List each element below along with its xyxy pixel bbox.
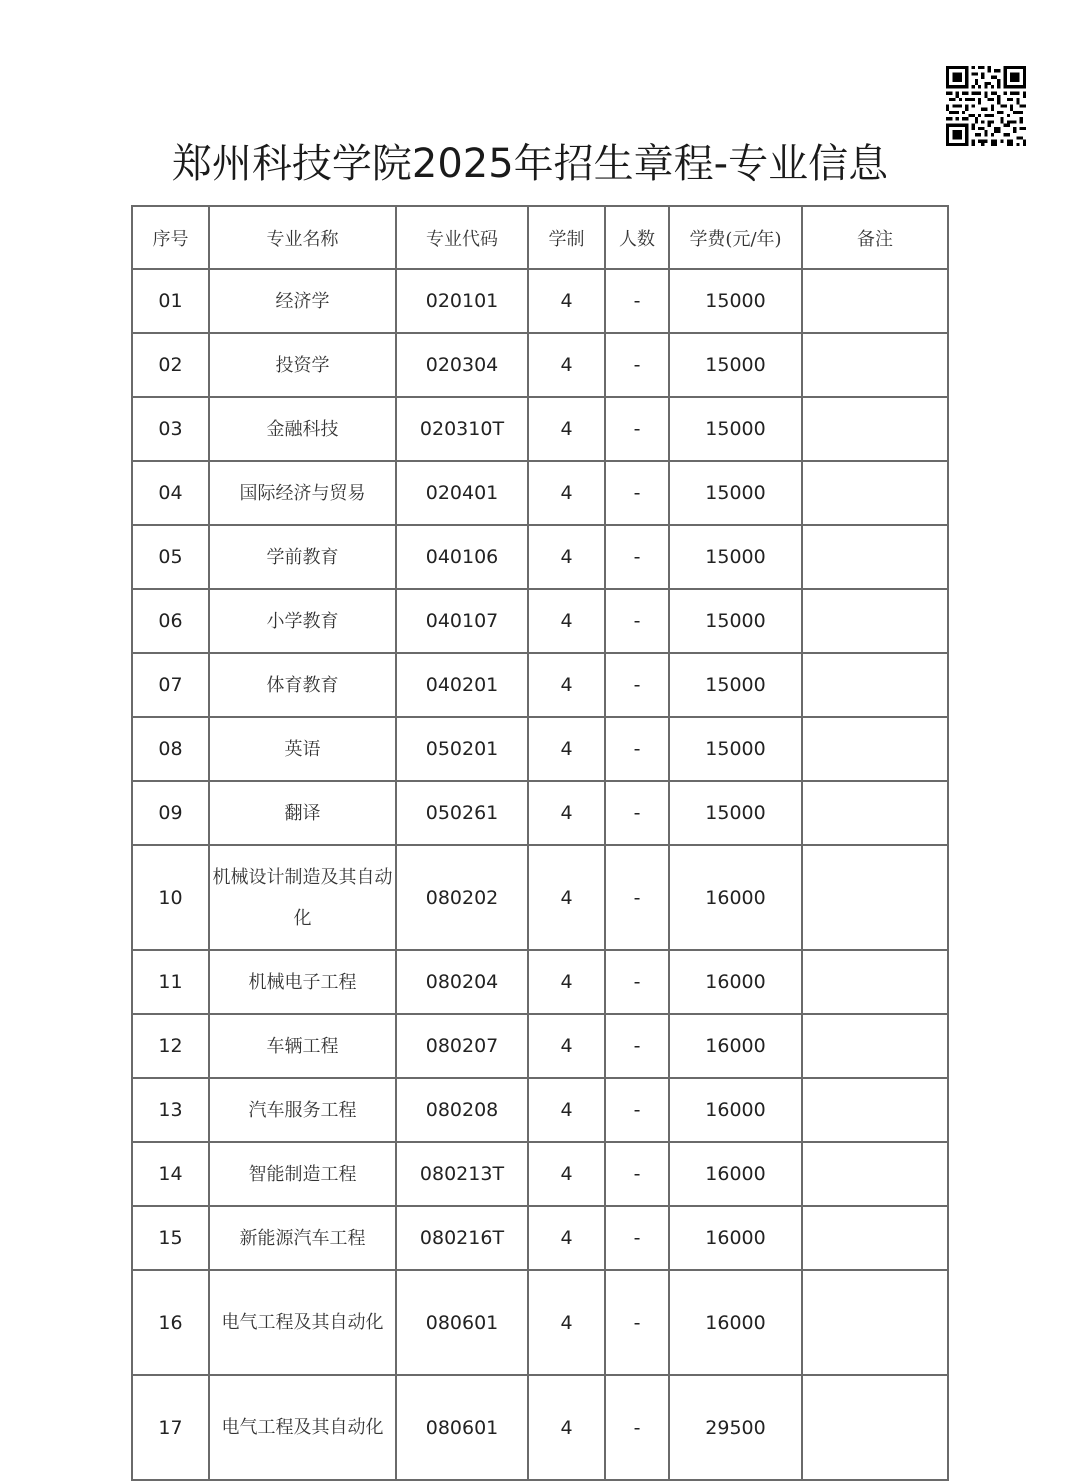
row-count: - (605, 333, 669, 397)
row-fee: 15000 (669, 781, 802, 845)
row-major-name: 学前教育 (209, 525, 396, 589)
row-major-name: 车辆工程 (209, 1014, 396, 1078)
row-major-code: 080601 (396, 1375, 528, 1480)
header-row (132, 206, 948, 269)
row-no: 17 (132, 1375, 209, 1480)
table-row (132, 950, 948, 1014)
table-row (132, 1078, 948, 1142)
table-row (132, 1206, 948, 1270)
row-no: 01 (132, 269, 209, 333)
row-major-name: 投资学 (209, 333, 396, 397)
row-major-code: 040106 (396, 525, 528, 589)
row-years: 4 (528, 1270, 605, 1375)
row-count: - (605, 1142, 669, 1206)
row-major-code: 080202 (396, 845, 528, 950)
row-major-name: 经济学 (209, 269, 396, 333)
row-fee: 16000 (669, 845, 802, 950)
row-years: 4 (528, 950, 605, 1014)
row-years: 4 (528, 1206, 605, 1270)
row-no: 13 (132, 1078, 209, 1142)
row-no: 09 (132, 781, 209, 845)
row-fee: 15000 (669, 653, 802, 717)
row-count: - (605, 950, 669, 1014)
row-count: - (605, 461, 669, 525)
row-no: 08 (132, 717, 209, 781)
row-major-name: 体育教育 (209, 653, 396, 717)
row-fee: 15000 (669, 269, 802, 333)
row-fee: 15000 (669, 461, 802, 525)
row-major-name: 电气工程及其自动化 (209, 1270, 396, 1375)
row-note (802, 1206, 948, 1270)
row-no: 11 (132, 950, 209, 1014)
row-major-name: 英语 (209, 717, 396, 781)
row-fee: 29500 (669, 1375, 802, 1480)
row-major-name: 国际经济与贸易 (209, 461, 396, 525)
row-count: - (605, 1078, 669, 1142)
row-note (802, 1142, 948, 1206)
row-years: 4 (528, 1014, 605, 1078)
row-note (802, 1375, 948, 1480)
row-note (802, 397, 948, 461)
row-no: 02 (132, 333, 209, 397)
header-name: 专业名称 (209, 206, 396, 269)
header-code: 专业代码 (396, 206, 528, 269)
header-count: 人数 (605, 206, 669, 269)
row-count: - (605, 653, 669, 717)
row-years: 4 (528, 589, 605, 653)
row-note (802, 589, 948, 653)
row-count: - (605, 1375, 669, 1480)
table-row (132, 397, 948, 461)
row-note (802, 525, 948, 589)
row-major-code: 080216T (396, 1206, 528, 1270)
table-row (132, 333, 948, 397)
row-major-name: 汽车服务工程 (209, 1078, 396, 1142)
row-count: - (605, 1014, 669, 1078)
row-fee: 16000 (669, 1206, 802, 1270)
row-note (802, 1078, 948, 1142)
row-major-name: 机械电子工程 (209, 950, 396, 1014)
row-count: - (605, 269, 669, 333)
row-years: 4 (528, 845, 605, 950)
row-no: 04 (132, 461, 209, 525)
row-count: - (605, 1270, 669, 1375)
row-major-code: 020101 (396, 269, 528, 333)
header-years: 学制 (528, 206, 605, 269)
row-major-code: 040201 (396, 653, 528, 717)
row-no: 10 (132, 845, 209, 950)
row-count: - (605, 717, 669, 781)
row-years: 4 (528, 1078, 605, 1142)
row-no: 07 (132, 653, 209, 717)
row-years: 4 (528, 1142, 605, 1206)
row-fee: 15000 (669, 333, 802, 397)
row-major-code: 020310T (396, 397, 528, 461)
row-years: 4 (528, 1375, 605, 1480)
row-fee: 15000 (669, 525, 802, 589)
row-major-code: 050201 (396, 717, 528, 781)
row-count: - (605, 845, 669, 950)
row-count: - (605, 589, 669, 653)
table-row (132, 525, 948, 589)
row-major-code: 050261 (396, 781, 528, 845)
row-major-name: 小学教育 (209, 589, 396, 653)
row-major-name: 机械设计制造及其自动化 (209, 845, 396, 950)
row-note (802, 950, 948, 1014)
header-fee: 学费(元/年) (669, 206, 802, 269)
row-count: - (605, 1206, 669, 1270)
row-years: 4 (528, 333, 605, 397)
row-note (802, 461, 948, 525)
row-major-name: 电气工程及其自动化 (209, 1375, 396, 1480)
table-row (132, 1375, 948, 1480)
row-major-code: 080208 (396, 1078, 528, 1142)
row-count: - (605, 525, 669, 589)
header-no: 序号 (132, 206, 209, 269)
row-major-name: 金融科技 (209, 397, 396, 461)
row-fee: 16000 (669, 1270, 802, 1375)
row-years: 4 (528, 653, 605, 717)
row-major-code: 080207 (396, 1014, 528, 1078)
table-row (132, 717, 948, 781)
row-no: 16 (132, 1270, 209, 1375)
row-fee: 15000 (669, 397, 802, 461)
row-count: - (605, 781, 669, 845)
row-note (802, 717, 948, 781)
row-fee: 16000 (669, 1014, 802, 1078)
row-years: 4 (528, 717, 605, 781)
row-note (802, 781, 948, 845)
row-note (802, 845, 948, 950)
row-fee: 16000 (669, 950, 802, 1014)
row-major-code: 020401 (396, 461, 528, 525)
row-no: 14 (132, 1142, 209, 1206)
row-fee: 15000 (669, 717, 802, 781)
table-row (132, 461, 948, 525)
page-title: 郑州科技学院2025年招生章程-专业信息 (171, 141, 889, 187)
row-major-name: 新能源汽车工程 (209, 1206, 396, 1270)
row-note (802, 653, 948, 717)
row-note (802, 1270, 948, 1375)
row-note (802, 333, 948, 397)
row-no: 15 (132, 1206, 209, 1270)
row-note (802, 1014, 948, 1078)
row-major-code: 040107 (396, 589, 528, 653)
row-years: 4 (528, 269, 605, 333)
row-years: 4 (528, 461, 605, 525)
majors-table (131, 205, 949, 1481)
row-no: 05 (132, 525, 209, 589)
row-years: 4 (528, 397, 605, 461)
table-row (132, 1014, 948, 1078)
table-row (132, 781, 948, 845)
row-years: 4 (528, 525, 605, 589)
header-note: 备注 (802, 206, 948, 269)
table-row (132, 589, 948, 653)
row-major-name: 翻译 (209, 781, 396, 845)
row-no: 12 (132, 1014, 209, 1078)
row-count: - (605, 397, 669, 461)
row-major-code: 020304 (396, 333, 528, 397)
table-row (132, 1270, 948, 1375)
row-note (802, 269, 948, 333)
table-row (132, 269, 948, 333)
row-years: 4 (528, 781, 605, 845)
row-fee: 15000 (669, 589, 802, 653)
row-major-code: 080213T (396, 1142, 528, 1206)
row-fee: 16000 (669, 1078, 802, 1142)
row-major-code: 080601 (396, 1270, 528, 1375)
row-fee: 16000 (669, 1142, 802, 1206)
row-no: 06 (132, 589, 209, 653)
row-major-code: 080204 (396, 950, 528, 1014)
table-row (132, 653, 948, 717)
row-major-name: 智能制造工程 (209, 1142, 396, 1206)
table-row (132, 1142, 948, 1206)
table-row (132, 845, 948, 950)
row-no: 03 (132, 397, 209, 461)
